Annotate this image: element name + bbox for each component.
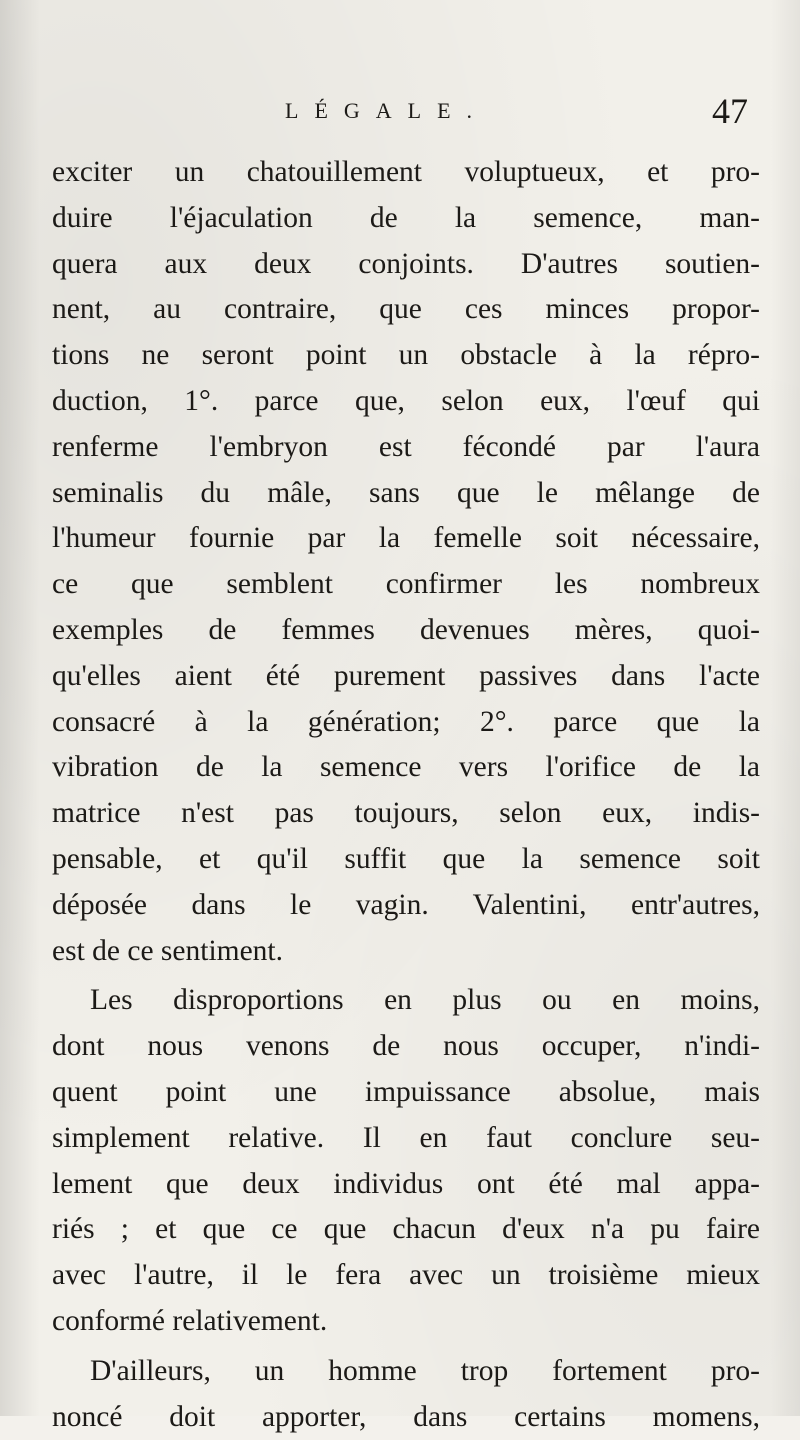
text-line: l'humeur fournie par la femelle soit nécessaire, [52, 522, 760, 555]
text-line: noncé doit apporter, dans certains momens, [52, 1400, 760, 1433]
text-line: simplement relative. Il en faut conclure seu- [52, 1121, 760, 1154]
text-line: quera aux deux conjoints. D'autres soutien- [52, 247, 760, 280]
text-line: renferme l'embryon est fécondé par l'aura [52, 430, 760, 463]
text-line: conformé relativement. [52, 1304, 328, 1337]
text-line: est de ce sentiment. [52, 934, 284, 967]
text-line: qu'elles aient été purement passives dans l'acte [52, 659, 760, 692]
text-line: exemples de femmes devenues mères, quoi- [52, 613, 760, 646]
text-line: vibration de la semence vers l'orifice de la [52, 751, 760, 784]
page-header [60, 91, 750, 140]
running-head: LÉGALE. [285, 98, 489, 123]
text-line: exciter un chatouillement voluptueux, et pro- [52, 156, 760, 188]
text-line: D'ailleurs, un homme trop fortement pro- [90, 1354, 760, 1387]
text-line: riés ; et que ce que chacun d'eux n'a pu faire [52, 1213, 760, 1246]
text-line: quent point une impuissance absolue, mais [52, 1075, 760, 1108]
text-line: tions ne seront point un obstacle à la répro- [52, 339, 760, 372]
body-text [52, 150, 760, 1440]
text-line: nent, au contraire, que ces minces propor- [52, 293, 760, 326]
text-line: dont nous venons de nous occuper, n'indi- [52, 1030, 760, 1063]
text-line: avec l'autre, il le fera avec un troisième mieux [52, 1259, 760, 1292]
text-line: seminalis du mâle, sans que le mêlange de [52, 476, 760, 509]
text-line: matrice n'est pas toujours, selon eux, indis- [52, 797, 760, 830]
page-number: 47 [712, 91, 748, 131]
text-line: consacré à la génération; 2°. parce que la [52, 705, 760, 738]
text-line: duire l'éjaculation de la semence, man- [52, 201, 760, 234]
text-line: lement que deux individus ont été mal appa- [52, 1167, 760, 1200]
text-line: déposée dans le vagin. Valentini, entr'autres, [52, 888, 760, 921]
text-line: Les disproportions en plus ou en moins, [90, 984, 760, 1017]
text-line: pensable, et qu'il suffit que la semence soit [52, 842, 760, 875]
text-line: ce que semblent confirmer les nombreux [52, 568, 760, 601]
text-line: duction, 1°. parce que, selon eux, l'œuf qui [52, 384, 760, 417]
